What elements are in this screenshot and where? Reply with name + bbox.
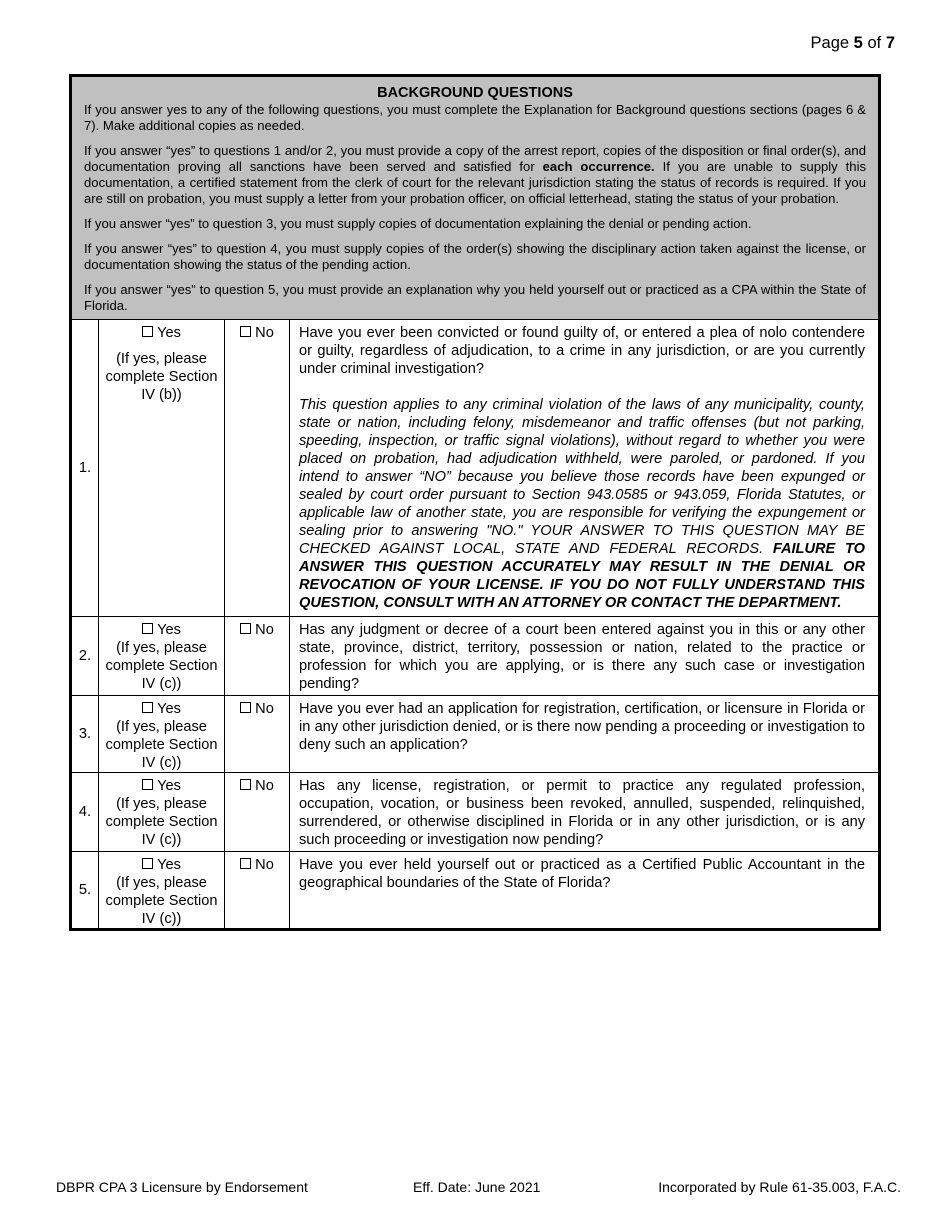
question-row-1 — [72, 320, 878, 617]
footer-rule: Incorporated by Rule 61-35.003, F.A.C. — [658, 1179, 901, 1195]
yes-note: (If yes, please complete Section IV (b)) — [105, 351, 218, 403]
question-row-4 — [72, 773, 878, 852]
no-option[interactable] — [225, 696, 290, 773]
question-number: 5. — [72, 852, 99, 929]
yes-note: (If yes, please complete Section IV (c)) — [105, 719, 218, 771]
yes-note: (If yes, please complete Section IV (c)) — [105, 875, 218, 927]
question-text — [290, 320, 879, 617]
yes-option[interactable] — [99, 320, 225, 617]
question-row-5 — [72, 852, 878, 929]
yes-option[interactable] — [99, 696, 225, 773]
questions-table — [72, 320, 878, 928]
yes-label: Yes — [157, 778, 181, 794]
no-label: No — [255, 622, 274, 638]
no-checkbox[interactable] — [240, 702, 251, 713]
instruction-paragraph-2: If you answer “yes” to questions 1 and/or 2, you must provide a copy of the arrest report, copies of the disposition or final order(s), and documentation proving all sanctions have been served and satisfied for each occurrence. If you are unable to supply this documentation, a certified statement from the clerk of court for the relevant jurisdiction stating the status of records is required. If you are still on probation, you must supply a letter from your probation officer, on official letterhead, stating the status of your probation. — [84, 143, 867, 206]
page-number: Page 5 of 7 — [810, 34, 895, 52]
no-option[interactable] — [225, 617, 290, 696]
question-note: This question applies to any criminal violation of the laws of any municipality, county, state or nation, including felony, misdemeanor and traffic offenses (but not parking, speeding, inspection, or traffic signal violations), without regard to whether you were placed on probation, had adjudication withheld, were paroled, or pardoned. If you intend to answer “NO” because you believe those records have been expunged or sealed by court order pursuant to Section 943.0585 or 943.059, Florida Statutes, or applicable law of another state, you are responsible for verifying the expungement or sealing prior to answering "NO." YOUR ANSWER TO THIS QUESTION MAY BE CHECKED AGAINST LOCAL, STATE AND FEDERAL RECORDS. FAILURE TO ANSWER THIS QUESTION ACCURATELY MAY RESULT IN THE DENIAL OR REVOCATION OF YOUR LICENSE. IF YOU DO NOT FULLY UNDERSTAND THIS QUESTION, CONSULT WITH AN ATTORNEY OR CONTACT THE DEPARTMENT. — [299, 397, 865, 611]
yes-checkbox[interactable] — [142, 326, 153, 337]
yes-checkbox[interactable] — [142, 623, 153, 634]
no-checkbox[interactable] — [240, 326, 251, 337]
yes-checkbox[interactable] — [142, 702, 153, 713]
section-title: BACKGROUND QUESTIONS — [377, 85, 573, 101]
question-text: Has any judgment or decree of a court been entered against you in this or any other state, province, district, territory, possession or nation, related to the practice or profession for which you are applying, or is there any such case or investigation pending? — [290, 617, 879, 696]
instructions-section — [72, 77, 878, 320]
instruction-paragraph-3: If you answer “yes” to question 3, you must supply copies of documentation explaining the denial or pending action. — [84, 216, 752, 231]
no-checkbox[interactable] — [240, 858, 251, 869]
no-option[interactable] — [225, 773, 290, 852]
instruction-paragraph-1: If you answer yes to any of the following questions, you must complete the Explanation for Background questions sections (pages 6 & 7). Make additional copies as needed. — [84, 102, 866, 133]
no-label: No — [255, 857, 274, 873]
question-text: Have you ever had an application for registration, certification, or licensure in Florida or in any other jurisdiction denied, or is there now pending a proceeding or investigation to deny such an application? — [290, 696, 879, 773]
yes-label: Yes — [157, 622, 181, 638]
no-label: No — [255, 778, 274, 794]
no-label: No — [255, 701, 274, 717]
instruction-paragraph-5: If you answer “yes” to question 5, you must provide an explanation why you held yourself out or practiced as a CPA within the State of Florida. — [84, 282, 866, 313]
question-number: 3. — [72, 696, 99, 773]
no-option[interactable] — [225, 852, 290, 929]
yes-checkbox[interactable] — [142, 858, 153, 869]
question-row-3 — [72, 696, 878, 773]
footer-form-name: DBPR CPA 3 Licensure by Endorsement — [56, 1179, 308, 1195]
yes-checkbox[interactable] — [142, 779, 153, 790]
yes-label: Yes — [157, 325, 181, 341]
background-questions-form — [69, 74, 881, 931]
question-number: 4. — [72, 773, 99, 852]
question-row-2 — [72, 617, 878, 696]
yes-note: (If yes, please complete Section IV (c)) — [105, 640, 218, 692]
instruction-paragraph-4: If you answer “yes” to question 4, you must supply copies of the order(s) showing the disciplinary action taken against the license, or documentation showing the status of the pending action. — [84, 241, 866, 272]
question-number: 1. — [72, 320, 99, 617]
yes-note: (If yes, please complete Section IV (c)) — [105, 796, 218, 848]
yes-label: Yes — [157, 857, 181, 873]
yes-option[interactable] — [99, 773, 225, 852]
question-text: Has any license, registration, or permit to practice any regulated profession, occupation, vocation, or business been revoked, annulled, suspended, relinquished, surrendered, or otherwise disciplined in Florida or in any other jurisdiction, or is any such proceeding or investigation now pending? — [290, 773, 879, 852]
yes-option[interactable] — [99, 852, 225, 929]
question-number: 2. — [72, 617, 99, 696]
yes-option[interactable] — [99, 617, 225, 696]
no-label: No — [255, 325, 274, 341]
no-checkbox[interactable] — [240, 623, 251, 634]
question-main-text: Have you ever been convicted or found guilty of, or entered a plea of nolo contendere or guilty, regardless of adjudication, to a crime in any jurisdiction, or are you currently under criminal investigation? — [299, 325, 865, 377]
no-checkbox[interactable] — [240, 779, 251, 790]
footer-eff-date: Eff. Date: June 2021 — [413, 1179, 541, 1195]
yes-label: Yes — [157, 701, 181, 717]
question-text: Have you ever held yourself out or practiced as a Certified Public Accountant in the geographical boundaries of the State of Florida? — [290, 852, 879, 929]
no-option[interactable] — [225, 320, 290, 617]
